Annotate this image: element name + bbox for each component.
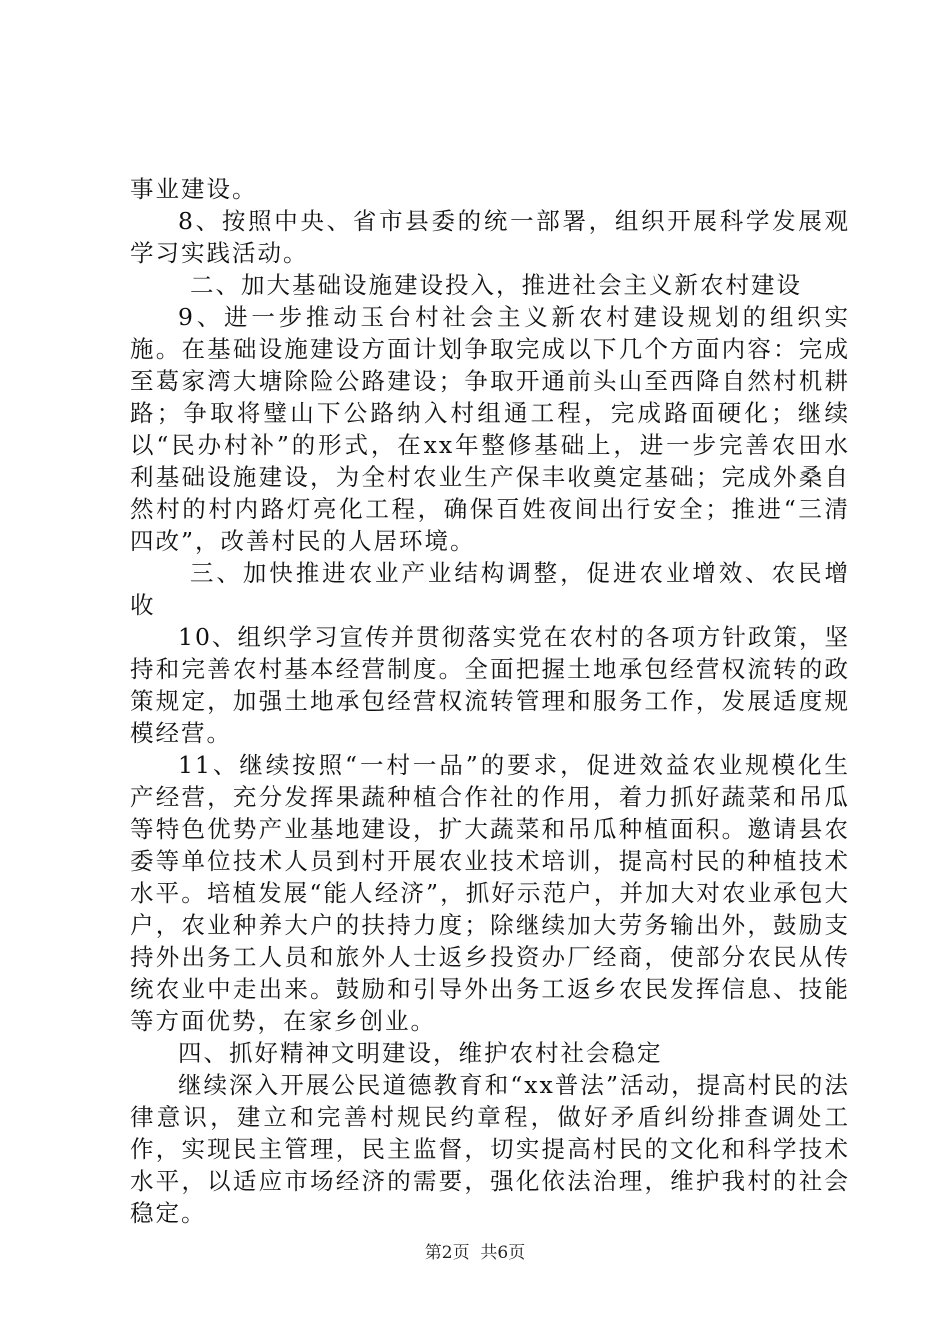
page-footer [0, 1242, 950, 1264]
page-number-label: 第2页 共6页 [424, 1243, 526, 1263]
paragraph-item-10: 10、组织学习宣传并贯彻落实党在农村的各项方针政策，坚持和完善农村基本经营制度。全面把握土地承包经营权流转的政策规定，加强土地承包经营权流转管理和服务工作，发展适度规模经营。 [130, 623, 850, 747]
section-heading-2: 二、加大基础设施建设投入，推进社会主义新农村建设 [190, 271, 802, 299]
paragraph-civic-education: 继续深入开展公民道德教育和“xx普法”活动，提高村民的法律意识，建立和完善村规民约章程，做好矛盾纠纷排查调处工作，实现民主管理，民主监督，切实提高村民的文化和科学技术水平，以适应市场经济的需要，强化依法治理，维护我村的社会稳定。 [130, 1071, 850, 1227]
paragraph-continuation: 事业建设。 [130, 175, 258, 203]
paragraph-item-11: 11、继续按照“一村一品”的要求，促进效益农业规模化生产经营，充分发挥果蔬种植合作社的作用，着力抓好蔬菜和吊瓜等特色优势产业基地建设，扩大蔬菜和吊瓜种植面积。邀请县农委等单位技术人员到村开展农业技术培训，提高村民的种植技术水平。培植发展“能人经济”，抓好示范户，并加大对农业承包大户，农业种养大户的扶持力度；除继续加大劳务输出外，鼓励支持外出务工人员和旅外人士返乡投资办厂经商，使部分农民从传统农业中走出来。鼓励和引导外出务工返乡农民发挥信息、技能等方面优势，在家乡创业。 [130, 751, 850, 1035]
section-heading-3: 三、加快推进农业产业结构调整，促进农业增效、农民增收 [130, 559, 850, 619]
paragraph-item-9: 9、进一步推动玉台村社会主义新农村建设规划的组织实施。在基础设施建设方面计划争取完成以下几个方面内容：完成至葛家湾大塘除险公路建设；争取开通前头山至西降自然村机耕路；争取将璧山下公路纳入村组通工程，完成路面硬化；继续以“民办村补”的形式，在xx年整修基础上，进一步完善农田水利基础设施建设，为全村农业生产保丰收奠定基础；完成外桑自然村的村内路灯亮化工程，确保百姓夜间出行安全；推进“三清四改”，改善村民的人居环境。 [130, 303, 850, 555]
paragraph-item-8: 8、按照中央、省市县委的统一部署，组织开展科学发展观学习实践活动。 [130, 207, 850, 267]
section-heading-4: 四、抓好精神文明建设，维护农村社会稳定 [178, 1039, 663, 1067]
document-body [130, 173, 850, 1229]
